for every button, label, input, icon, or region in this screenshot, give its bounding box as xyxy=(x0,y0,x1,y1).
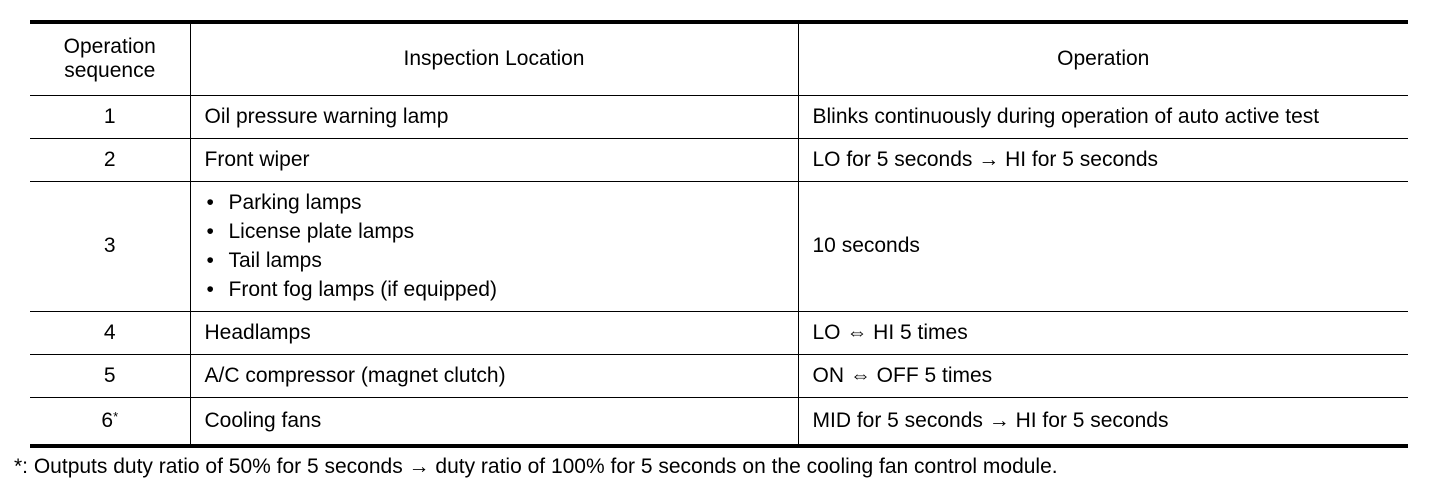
table-row xyxy=(30,311,1408,354)
location-cell xyxy=(190,181,798,311)
list-item: • License plate lamps xyxy=(205,217,784,246)
header-operation-sequence xyxy=(30,22,190,95)
table-row xyxy=(30,354,1408,397)
location-cell: A/C compressor (magnet clutch) xyxy=(190,354,798,397)
table-row xyxy=(30,181,1408,311)
operation-cell: MID for 5 seconds → HI for 5 seconds xyxy=(798,397,1408,446)
header-operation: Operation xyxy=(798,22,1408,95)
location-bullet-list xyxy=(205,188,784,304)
header-inspection-location: Inspection Location xyxy=(190,22,798,95)
operation-cell: Blinks continuously during operation of auto active test xyxy=(798,95,1408,138)
location-cell: Cooling fans xyxy=(190,397,798,446)
footnote: *: Outputs duty ratio of 50% for 5 seconds → duty ratio of 100% for 5 seconds on the cooling fan control module. xyxy=(14,455,1058,478)
table-row xyxy=(30,95,1408,138)
operation-sequence-table xyxy=(30,20,1408,448)
operation-cell: LO for 5 seconds → HI for 5 seconds xyxy=(798,138,1408,181)
operation-cell: ON ⇔ OFF 5 times xyxy=(798,354,1408,397)
table-row xyxy=(30,397,1408,446)
location-cell: Oil pressure warning lamp xyxy=(190,95,798,138)
sequence-cell: 5 xyxy=(30,354,190,397)
sequence-cell: 4 xyxy=(30,311,190,354)
list-item: • Tail lamps xyxy=(205,246,784,275)
sequence-cell xyxy=(30,397,190,446)
list-item: • Front fog lamps (if equipped) xyxy=(205,275,784,304)
footnote-marker: * xyxy=(113,408,119,424)
header-sequence-line2: sequence xyxy=(64,59,156,83)
operation-cell: LO ⇔ HI 5 times xyxy=(798,311,1408,354)
header-sequence-line1: Operation xyxy=(63,35,156,59)
sequence-cell: 1 xyxy=(30,95,190,138)
location-cell: Headlamps xyxy=(190,311,798,354)
sequence-cell: 2 xyxy=(30,138,190,181)
table-row xyxy=(30,138,1408,181)
list-item: • Parking lamps xyxy=(205,188,784,217)
operation-cell: 10 seconds xyxy=(798,181,1408,311)
table-header-row xyxy=(30,22,1408,95)
sequence-number: 6 xyxy=(101,408,114,432)
sequence-cell: 3 xyxy=(30,181,190,311)
location-cell: Front wiper xyxy=(190,138,798,181)
